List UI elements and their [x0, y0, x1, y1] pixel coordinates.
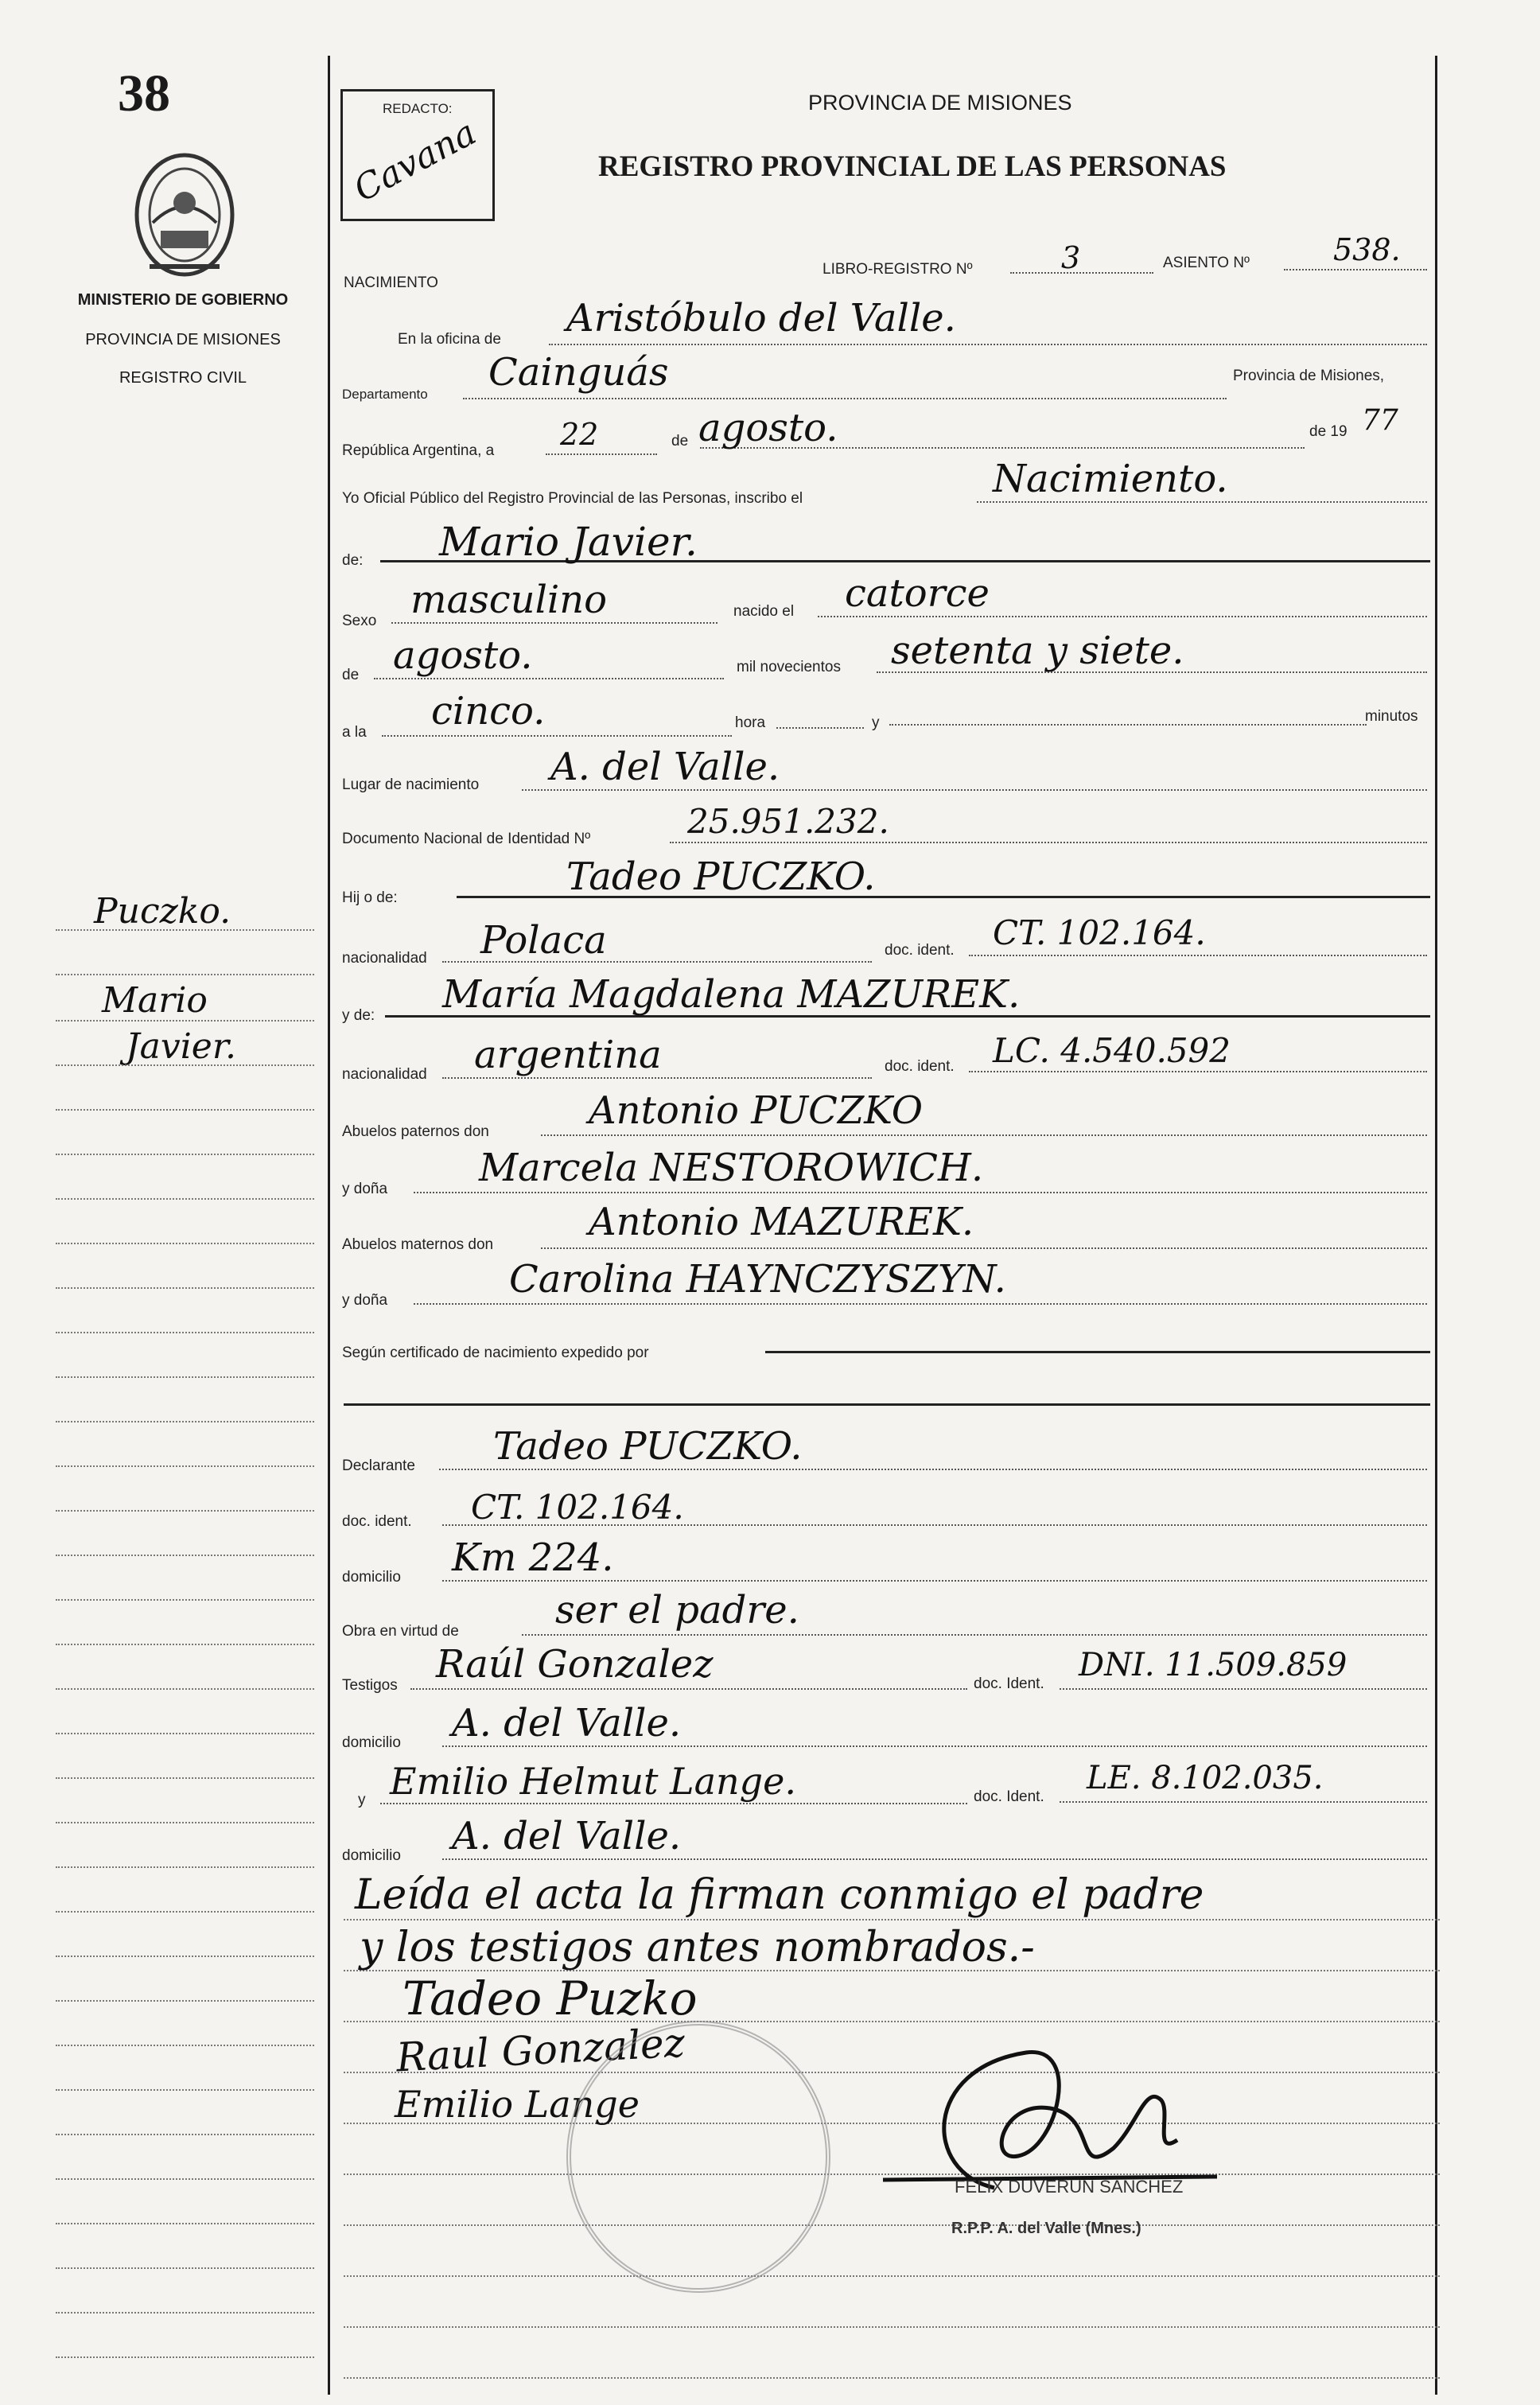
province-label: PROVINCIA DE MISIONES: [85, 331, 281, 348]
margin-note-surname: Puczko.: [94, 891, 231, 932]
abuelo-paterno-value: Antonio PUCZKO: [589, 1088, 924, 1133]
mother-value: María Magdalena MAZUREK.: [442, 972, 1021, 1017]
year-label: de 19: [1309, 423, 1348, 440]
birth-year-words-value: setenta y siete.: [891, 628, 1184, 673]
abuela-materna-value: Carolina HAYNCZYSZYN.: [509, 1257, 1006, 1302]
redacto-signature: Cavana: [347, 112, 483, 210]
domicilio-declarante-value: Km 224.: [452, 1535, 614, 1580]
father-value: Tadeo PUCZKO.: [566, 854, 876, 899]
margin-note-second-name: Javier.: [126, 1026, 237, 1067]
official-place: R.P.P. A. del Valle (Mnes.): [951, 2220, 1141, 2237]
abuela-paterna-value: Marcela NESTOROWICH.: [479, 1146, 984, 1190]
oficina-value: Aristóbulo del Valle.: [566, 296, 956, 341]
testigo1-value: Raúl Gonzalez: [436, 1642, 714, 1687]
section-divider: [344, 1403, 1430, 1406]
act-type-label: NACIMIENTO: [344, 274, 438, 291]
libro-value: 3: [1061, 240, 1081, 275]
doc-mother-value: LC. 4.540.592: [993, 1031, 1231, 1070]
dni-label: Documento Nacional de Identidad Nº: [342, 831, 591, 847]
redacto-box: [340, 89, 495, 221]
hora-label: hora: [735, 714, 766, 731]
republica-label: República Argentina, a: [342, 442, 495, 459]
registry-office-label: REGISTRO CIVIL: [119, 369, 247, 387]
registry-title: REGISTRO PROVINCIAL DE LAS PERSONAS: [598, 150, 1227, 183]
doc-mother-label: doc. ident.: [885, 1058, 955, 1075]
official-signature-scribble: [875, 2037, 1225, 2196]
departamento-label: Departamento: [342, 387, 428, 402]
signature-father: Tadeo Puzko: [402, 1971, 698, 2026]
lugar-label: Lugar de nacimiento: [342, 776, 480, 793]
doc-declarante-value: CT. 102.164.: [471, 1488, 684, 1527]
doc-testigo1-value: DNI. 11.509.859: [1079, 1647, 1348, 1683]
testigo2-value: Emilio Helmut Lange.: [390, 1760, 796, 1803]
doc-testigo2-value: LE. 8.102.035.: [1087, 1760, 1324, 1796]
page-number: 38: [118, 64, 170, 123]
hijo-label: Hij o de:: [342, 889, 398, 906]
nacionalidad-father-value: Polaca: [480, 918, 607, 963]
y-label: y: [872, 714, 880, 731]
hour-value: cinco.: [431, 689, 546, 734]
obra-en-virtud-label: Obra en virtud de: [342, 1623, 459, 1640]
doc-testigo1-label: doc. Ident.: [974, 1675, 1044, 1692]
margin-note-first-name: Mario: [102, 980, 208, 1021]
nacido-label: nacido el: [733, 603, 795, 620]
doc-declarante-label: doc. ident.: [342, 1513, 412, 1530]
abuelo-materno-value: Antonio MAZUREK.: [589, 1200, 974, 1244]
domicilio-testigo1-label: domicilio: [342, 1734, 401, 1751]
official-name: FELIX DUVERUN SANCHEZ: [955, 2177, 1184, 2197]
y-dona-paterna-label: y doña: [342, 1181, 388, 1197]
y-dona-materna-label: y doña: [342, 1292, 388, 1309]
sexo-value: masculino: [410, 578, 608, 622]
de-name-label: de:: [342, 552, 364, 569]
asiento-label: ASIENTO Nº: [1163, 255, 1250, 271]
right-page-border: [1435, 56, 1437, 2395]
asiento-value: 538.: [1333, 232, 1401, 267]
declarante-label: Declarante: [342, 1457, 415, 1474]
doc-father-label: doc. ident.: [885, 942, 955, 959]
doc-father-value: CT. 102.164.: [993, 913, 1206, 952]
domicilio-testigo1-value: A. del Valle.: [452, 1701, 682, 1745]
day-value: 22: [560, 417, 599, 452]
obra-en-virtud-value: ser el padre.: [555, 1588, 799, 1633]
dni-value: 25.951.232.: [687, 802, 889, 841]
libro-label: LIBRO-REGISTRO Nº: [822, 261, 973, 278]
doc-testigo2-label: doc. Ident.: [974, 1788, 1044, 1805]
provincia-label: Provincia de Misiones,: [1233, 368, 1385, 384]
year-value: 77: [1362, 404, 1398, 437]
oficina-label: En la oficina de: [398, 331, 501, 348]
minutos-label: minutos: [1365, 708, 1418, 725]
ministry-label: MINISTERIO DE GOBIERNO: [77, 291, 289, 309]
province-title: PROVINCIA DE MISIONES: [808, 91, 1072, 115]
child-name-value: Mario Javier.: [439, 519, 698, 565]
testigos-label: Testigos: [342, 1677, 398, 1694]
domicilio-testigo2-label: domicilio: [342, 1847, 401, 1864]
signature-witness-2: Emilio Lange: [395, 2083, 640, 2126]
coat-of-arms-seal-icon: [129, 147, 240, 282]
y-testigo2-label: y: [358, 1792, 366, 1808]
de-label: de: [671, 433, 689, 449]
departamento-value: Cainguás: [488, 350, 669, 395]
nacionalidad-father-label: nacionalidad: [342, 950, 427, 967]
closing-line-2: y los testigos antes nombrados.-: [360, 1924, 1035, 1971]
official-seal-stamp: [566, 2021, 830, 2293]
mil-novecientos-label: mil novecientos: [737, 659, 841, 675]
sexo-label: Sexo: [342, 613, 377, 629]
month-value: agosto.: [698, 406, 838, 450]
lugar-value: A. del Valle.: [550, 745, 780, 789]
nacionalidad-mother-value: argentina: [474, 1033, 662, 1077]
de-month-label: de: [342, 667, 360, 683]
oficial-statement-label: Yo Oficial Público del Registro Provincial de las Personas, inscribo el: [342, 490, 803, 507]
declarante-value: Tadeo PUCZKO.: [493, 1424, 803, 1469]
act-value: Nacimiento.: [993, 457, 1228, 501]
segun-certificado-label: Según certificado de nacimiento expedido por: [342, 1345, 649, 1361]
birth-month-value: agosto.: [393, 633, 533, 678]
closing-line-1: Leída el acta la firman conmigo el padre: [355, 1871, 1204, 1919]
nacido-value: catorce: [845, 571, 990, 616]
a-la-label: a la: [342, 724, 367, 741]
y-de-label: y de:: [342, 1007, 375, 1024]
abuelos-paternos-label: Abuelos paternos don: [342, 1123, 489, 1140]
domicilio-declarante-label: domicilio: [342, 1569, 401, 1586]
redacto-label: REDACTO:: [383, 101, 453, 116]
signature-witness-1: Raul Gonzalez: [395, 2019, 686, 2081]
abuelos-maternos-label: Abuelos maternos don: [342, 1236, 494, 1253]
nacionalidad-mother-label: nacionalidad: [342, 1066, 427, 1083]
left-column-border: [328, 56, 330, 2395]
domicilio-testigo2-value: A. del Valle.: [452, 1814, 682, 1858]
